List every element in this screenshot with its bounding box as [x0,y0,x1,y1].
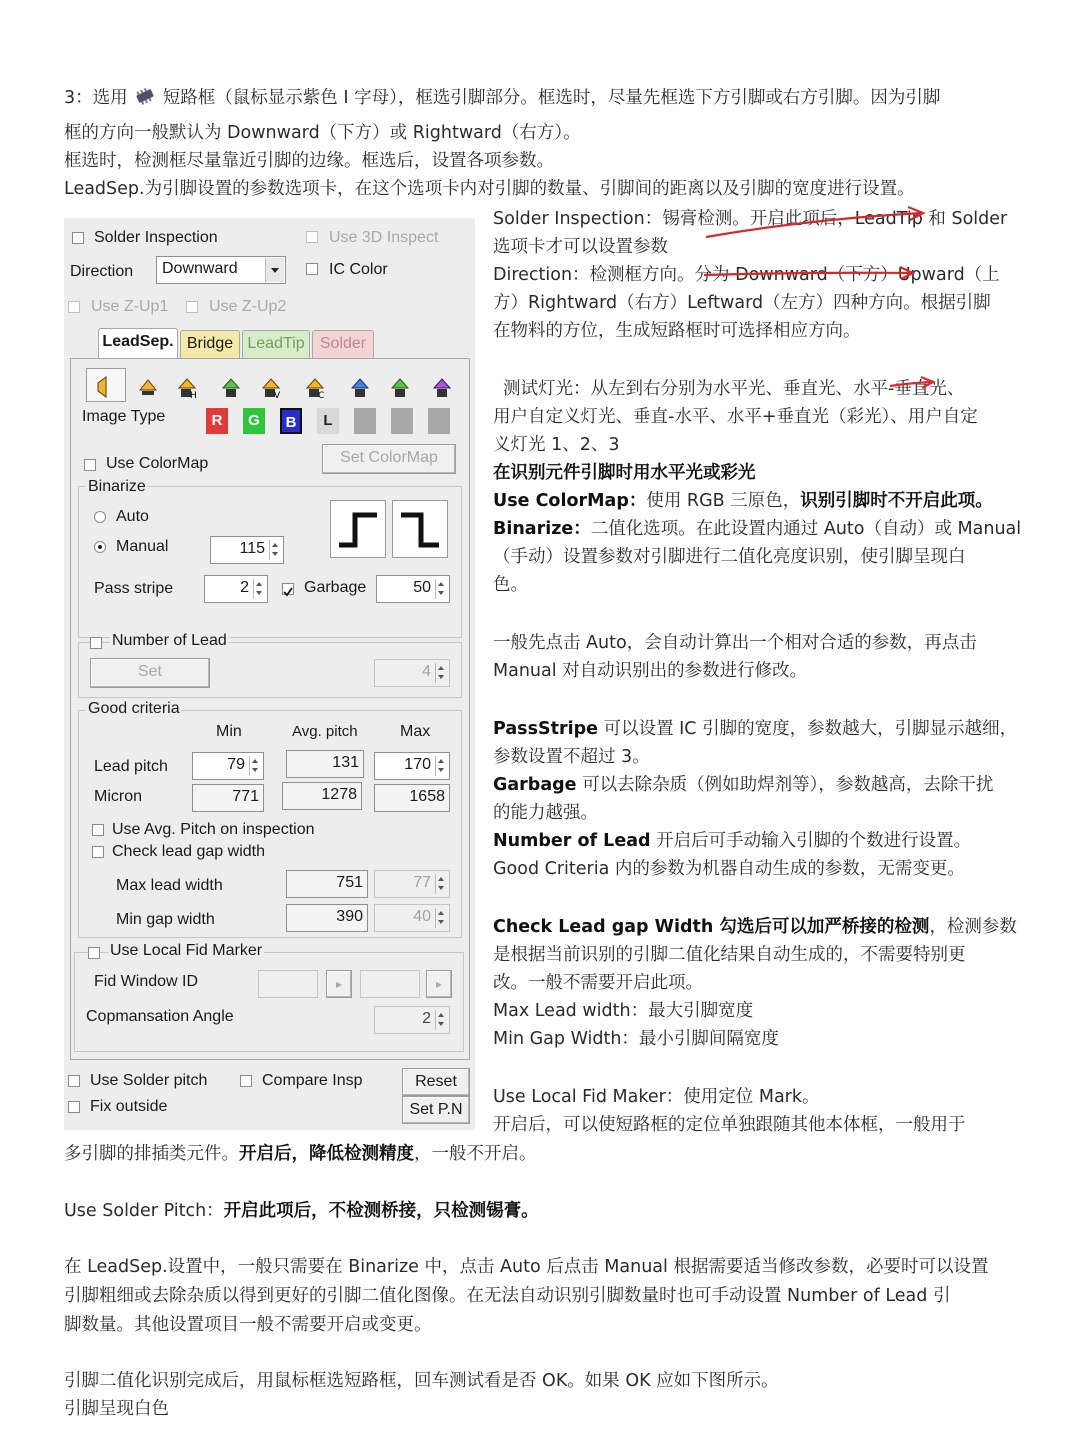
use-avg-pitch-checkbox[interactable] [92,824,104,836]
min-gap-width-spinner[interactable] [435,908,447,928]
channel-l-button[interactable]: L [317,408,339,434]
check-lead-gap-label: Check lead gap width [112,843,265,860]
falling-edge-icon [393,501,447,557]
red-strike-annotation-1 [700,205,930,245]
right-line-17: 参数设置不超过 3。 [493,747,650,767]
use-local-fid-label: Use Local Fid Marker [110,942,263,959]
local-fid-group [74,952,464,1052]
right-line-10-bold: Use ColorMap： [493,491,647,511]
max-lead-width-input[interactable] [374,870,450,898]
garbage-checkbox[interactable] [282,583,294,595]
bottom-line-3: 在 LeadSep.设置中，一般只需要在 Binarize 中，点击 Auto 后点击 Manual 根据需要适当修改参数，必要时可以设置 [64,1257,989,1277]
bottom-line-1-text: 多引脚的排插类元件。 [64,1144,239,1164]
right-line-18-bold: Garbage [493,775,577,795]
set-pn-button[interactable]: Set P.N [402,1096,470,1124]
rising-edge-icon [331,501,385,557]
check-icon [283,587,293,597]
lead-pitch-label: Lead pitch [94,758,168,775]
right-line-20 [493,830,971,852]
fix-outside-checkbox[interactable] [68,1101,80,1113]
intro-line-4: LeadSep.为引脚设置的参数选项卡，在这个选项卡内对引脚的数量、引脚间的距离以及引脚的宽度进行设置。 [64,179,915,199]
min-column-header: Min [216,723,242,740]
svg-text:H: H [190,391,197,400]
micron-avg-field: 1278 [282,782,362,810]
right-line-22 [493,916,1017,938]
compensation-angle-label: Copmansation Angle [86,1008,234,1025]
min-gap-width-field: 390 [286,904,368,932]
use-colormap-label: Use ColorMap [106,455,209,472]
auto-radio[interactable] [94,511,106,523]
lead-count-value: 4 [422,663,431,680]
intro-line-1-prefix: 3：选用 [64,88,128,108]
user-light-1-icon[interactable] [348,374,372,400]
use-z-up2-checkbox[interactable] [186,301,198,313]
right-line-22-text: ，检测参数 [929,917,1017,937]
right-line-19: 的能力越强。 [493,803,598,823]
tab-leadsep[interactable]: LeadSep. [98,328,178,360]
right-line-13: 色。 [493,575,528,595]
right-line-22-bold: Check Lead gap Width 勾选后可以加严桥接的检测 [493,917,930,937]
use-solder-pitch-checkbox[interactable] [68,1075,80,1087]
compare-insp-label: Compare Insp [262,1072,363,1089]
garbage-value: 50 [413,579,431,596]
right-line-14: 一般先点击 Auto，会自动计算出一个相对合适的参数，再点击 [493,633,977,653]
horizontal-vertical-light-icon[interactable] [176,374,200,400]
user-light-2-icon[interactable] [388,374,412,400]
bottom-line-2 [64,1200,539,1222]
color-light-icon[interactable] [304,374,328,400]
lead-pitch-max-value: 170 [404,756,431,773]
auto-label: Auto [116,508,149,525]
reset-button[interactable]: Reset [402,1068,470,1096]
use-local-fid-checkbox[interactable] [88,947,100,959]
ic-color-checkbox[interactable] [306,263,318,275]
bottom-line-5: 脚数量。其他设置项目一般不需要开启或变更。 [64,1315,432,1335]
use-z-up1-checkbox[interactable] [68,301,80,313]
bottom-line-6: 引脚二值化识别完成后，用鼠标框选短路框，回车测试看是否 OK。如果 OK 应如下图所示。 [64,1371,779,1391]
lead-pitch-min-spinner[interactable] [249,756,261,776]
channel-g-button[interactable]: G [243,408,265,434]
leadsep-dialog [64,218,475,1130]
svg-text:V: V [274,391,281,400]
max-column-header: Max [400,723,431,740]
right-line-10-text: 使用 RGB 三原色， [646,491,801,511]
fid-window-second-next-button[interactable] [426,970,452,998]
arrow-right-icon: ▸ [335,977,343,991]
pass-stripe-value: 2 [240,579,249,596]
lead-pitch-max-input[interactable] [374,752,450,780]
use-avg-pitch-label: Use Avg. Pitch on inspection [112,821,315,838]
lead-pitch-avg-field: 131 [286,750,364,778]
use-colormap-checkbox[interactable] [84,459,96,471]
right-line-28: 开启后，可以使短路框的定位单独跟随其他本体框，一般用于 [493,1115,966,1135]
vertical-light-icon[interactable] [136,374,160,400]
pass-stripe-input[interactable] [204,575,268,603]
lead-pitch-max-spinner[interactable] [435,756,447,776]
right-line-3: Direction：检测框方向。分为 Downward（下方）Upward（上 [493,265,1000,285]
bottom-line-1 [64,1143,537,1165]
set-colormap-button[interactable]: Set ColorMap [322,444,456,474]
fid-window-id-label: Fid Window ID [94,973,199,990]
avg-pitch-column-header: Avg. pitch [292,723,358,740]
max-lead-width-spinner[interactable] [435,874,447,894]
use-z-up1-label: Use Z-Up1 [91,298,169,315]
right-line-20-text: 开启后可手动输入引脚的个数进行设置。 [650,831,972,851]
right-line-10 [493,490,993,512]
use-3d-inspect-label: Use 3D Inspect [329,229,439,246]
channel-empty-3[interactable] [428,408,450,434]
user-light-icon[interactable] [219,374,243,400]
intro-line-3: 框选时，检测框尽量靠近引脚的边缘。框选后，设置各项参数。 [64,151,554,171]
check-lead-gap-checkbox[interactable] [92,846,104,858]
compare-insp-checkbox[interactable] [240,1075,252,1087]
fid-window-second-field[interactable] [360,970,420,998]
min-gap-width-input[interactable] [374,904,450,932]
horizontal-light-icon[interactable] [92,374,116,400]
right-line-1: Solder Inspection：锡膏检测。开启此项后，LeadTip 和 Solder [493,209,1008,229]
red-strike-annotation-2 [700,262,920,284]
pass-stripe-label: Pass stripe [94,580,174,597]
svg-text:C: C [318,391,325,400]
right-line-9: 在识别元件引脚时用水平光或彩光 [493,463,756,483]
right-line-23: 是根据当前识别的引脚二值化结果自动生成的，不需要特别更 [493,945,966,965]
channel-empty-2[interactable] [391,408,413,434]
lead-pitch-min-input[interactable] [192,752,264,780]
good-criteria-title: Good criteria [88,700,180,717]
intro-line-1 [64,87,940,109]
right-line-8: 义灯光 1、2、3 [493,435,620,455]
right-line-18-text: 可以去除杂质（例如助焊剂等），参数越高，去除干扰 [576,775,994,795]
arrow-right-icon: ▸ [435,977,443,991]
intro-line-1-text: 短路框（鼠标显示紫色 I 字母），框选引脚部分。框选时，尽量先框选下方引脚或右方引脚。因为引脚 [162,88,941,108]
channel-empty-1[interactable] [354,408,376,434]
tab-solder[interactable]: Solder [312,330,374,358]
right-line-25: Max Lead width：最大引脚宽度 [493,1001,754,1021]
bottom-line-1-end: ，一般不开启。 [414,1144,537,1164]
min-gap-width-spin-value: 40 [413,908,431,925]
chip-icon [133,87,157,105]
right-line-10-bold-2: 识别引脚时不开启此项。 [800,491,993,511]
use-solder-pitch-label: Use Solder pitch [90,1072,208,1089]
max-lead-width-field: 751 [286,870,368,898]
right-line-26: Min Gap Width：最小引脚间隔宽度 [493,1029,779,1049]
solder-inspection-label: Solder Inspection [94,229,218,246]
right-line-4: 方）Rightward（右方）Leftward（左方）四种方向。根据引脚 [493,293,991,313]
right-line-24: 改。一般不需要开启此项。 [493,973,703,993]
bottom-line-1-bold: 开启后，降低检测精度 [239,1144,414,1164]
right-line-2: 选项卡才可以设置参数 [493,237,668,257]
right-line-12: （手动）设置参数对引脚进行二值化亮度识别，使引脚呈现白 [493,547,966,567]
chevron-down-icon [265,258,284,282]
tab-bridge[interactable]: Bridge [180,330,240,358]
right-line-16 [493,718,1017,740]
vertical-horizontal-light-icon[interactable] [260,374,284,400]
image-type-label: Image Type [82,408,166,425]
bottom-line-2-bold: 开启此项后，不检测桥接，只检测锡膏。 [223,1201,539,1221]
right-line-11-text: 二值化选项。在此设置内通过 Auto（自动）或 Manual [590,519,1022,539]
red-strike-annotation-3 [888,374,938,396]
right-line-15: Manual 对自动识别出的参数进行修改。 [493,661,808,681]
manual-label: Manual [116,538,169,555]
right-line-18 [493,774,993,796]
manual-threshold-value: 115 [239,540,265,557]
garbage-spinner[interactable] [435,579,447,599]
right-line-7: 用户自定义灯光、垂直-水平、水平+垂直光（彩光）、用户自定 [493,407,978,427]
bottom-line-2-text: Use Solder Pitch： [64,1201,224,1221]
fid-window-id-field[interactable] [258,970,318,998]
right-line-6: 测试灯光：从左到右分别为水平光、垂直光、水平-垂直光、 [503,379,965,399]
micron-label: Micron [94,788,143,805]
right-line-21: Good Criteria 内的参数为机器自动生成的参数，无需变更。 [493,859,965,879]
manual-threshold-input[interactable] [210,536,284,564]
micron-min-field: 771 [192,784,264,812]
right-line-11 [493,518,1021,540]
direction-label: Direction [70,263,134,280]
manual-radio[interactable] [94,541,106,553]
garbage-input[interactable] [376,575,450,603]
binarize-title: Binarize [88,478,146,495]
bottom-line-7: 引脚呈现白色 [64,1399,169,1419]
lead-count-spinner[interactable] [435,663,447,683]
right-line-16-text: 可以设置 IC 引脚的宽度，参数越大，引脚显示越细， [598,719,1018,739]
user-light-3-icon[interactable] [430,374,454,400]
lead-pitch-min-value: 79 [227,756,245,773]
right-line-11-bold: Binarize： [493,519,591,539]
tab-leadtip[interactable]: LeadTip [242,330,310,358]
fix-outside-label: Fix outside [90,1098,168,1115]
use-3d-inspect-checkbox[interactable] [306,231,318,243]
direction-value: Downward [162,260,238,277]
max-lead-width-spin-value: 77 [413,874,431,891]
compensation-angle-input[interactable] [374,1006,450,1034]
max-lead-width-label: Max lead width [116,877,223,894]
right-line-27: Use Local Fid Maker：使用定位 Mark。 [493,1087,820,1107]
min-gap-width-label: Min gap width [116,911,215,928]
compensation-angle-value: 2 [422,1010,431,1027]
compensation-angle-spinner[interactable] [435,1010,447,1030]
direction-select[interactable] [156,256,286,284]
threshold-spinner[interactable] [269,540,281,560]
pass-stripe-spinner[interactable] [253,579,265,599]
falling-edge-button[interactable] [392,500,448,558]
solder-inspection-checkbox[interactable] [72,232,84,244]
bottom-line-4: 引脚粗细或去除杂质以得到更好的引脚二值化图像。在无法自动识别引脚数量时也可手动设置 Number of Lead 引 [64,1286,951,1306]
channel-b-button[interactable]: B [280,408,302,434]
garbage-label: Garbage [304,579,367,596]
use-z-up2-label: Use Z-Up2 [209,298,287,315]
lead-count-input[interactable] [374,659,450,687]
number-of-lead-label: Number of Lead [112,632,227,649]
micron-max-field: 1658 [374,784,450,812]
number-of-lead-checkbox[interactable] [90,637,102,649]
right-line-20-bold: Number of Lead [493,831,651,851]
fid-window-next-button[interactable] [326,970,352,998]
rising-edge-button[interactable] [330,500,386,558]
right-line-5: 在物料的方位，生成短路框时可选择相应方向。 [493,321,861,341]
intro-line-2: 框的方向一般默认为 Downward（下方）或 Rightward（右方）。 [64,123,581,143]
channel-r-button[interactable]: R [206,408,228,434]
set-lead-button[interactable]: Set [90,658,210,688]
ic-color-label: IC Color [329,261,388,278]
right-line-16-bold: PassStripe [493,719,598,739]
